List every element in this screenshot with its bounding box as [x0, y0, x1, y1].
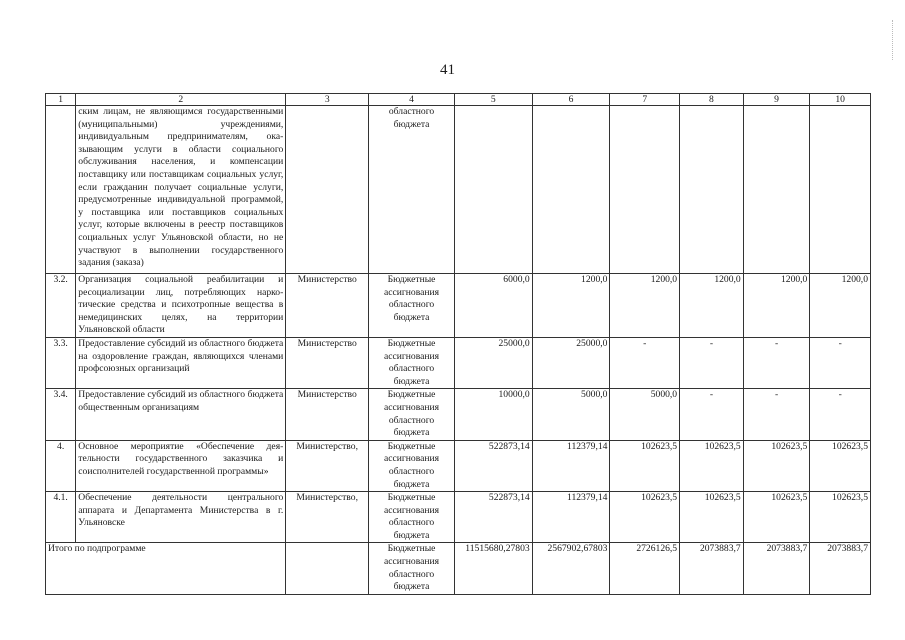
row-value	[743, 106, 810, 274]
total-label: Итого по подпрограмме	[46, 543, 286, 594]
column-header: 8	[680, 94, 744, 106]
total-value: 11515680,27803	[454, 543, 532, 594]
column-header: 2	[76, 94, 286, 106]
row-value: 5000,0	[532, 389, 610, 440]
row-funding-source: Бюджетные ассигнования областного бюджета	[369, 274, 455, 338]
row-value: 1200,0	[532, 274, 610, 338]
row-value	[810, 106, 871, 274]
total-value: 2073883,7	[810, 543, 871, 594]
row-value: 522873,14	[454, 492, 532, 543]
row-value: 102623,5	[610, 492, 680, 543]
row-funding-source: областного бюджета	[369, 106, 455, 274]
budget-table	[45, 93, 871, 595]
row-executor	[286, 106, 369, 274]
total-value: 2073883,7	[743, 543, 810, 594]
row-value: 25000,0	[532, 337, 610, 388]
scan-edge-marks	[892, 20, 895, 60]
row-executor: Министерство,	[286, 440, 369, 491]
row-description: Обеспечение деятельности центрального аппарата и Департамента Министерства в г. Ульяновске	[76, 492, 286, 543]
row-number	[46, 106, 76, 274]
column-header: 7	[610, 94, 680, 106]
total-funding-source: Бюджетные ассигнования областного бюджета	[369, 543, 455, 594]
total-value: 2073883,7	[680, 543, 744, 594]
row-value: 1200,0	[810, 274, 871, 338]
row-value: 112379,14	[532, 492, 610, 543]
column-header: 5	[454, 94, 532, 106]
row-value: -	[610, 337, 680, 388]
row-value	[454, 106, 532, 274]
row-funding-source: Бюджетные ассигнования областного бюджета	[369, 492, 455, 543]
row-number: 4.	[46, 440, 76, 491]
row-executor: Министерство	[286, 274, 369, 338]
row-value: -	[810, 337, 871, 388]
column-number-row	[46, 94, 871, 106]
row-value	[610, 106, 680, 274]
row-value	[680, 106, 744, 274]
row-value	[532, 106, 610, 274]
row-number: 3.4.	[46, 389, 76, 440]
row-value: -	[743, 337, 810, 388]
column-header: 3	[286, 94, 369, 106]
row-value: 1200,0	[743, 274, 810, 338]
column-header: 10	[810, 94, 871, 106]
row-description: ским лицам, не являющимся государственными (муниципальными) учреждениями, индивидуальным предпринимателям, оказывающим услуги в области социального обслуживания населения, и компенсации поставщику или поставщикам социальных услуг, если гражданин получает социальные услуги, предусмотренные индивидуальной программой, у поставщика или поставщиков социальных услуг, которые включены в реестр поставщиков социальных услуг Ульяновской области, но не участвуют в выполнении государственного задания (заказа)	[76, 106, 286, 274]
table-row	[46, 337, 871, 388]
table-row	[46, 274, 871, 338]
row-value: -	[680, 389, 744, 440]
row-value: 102623,5	[743, 492, 810, 543]
row-funding-source: Бюджетные ассигнования областного бюджета	[369, 440, 455, 491]
column-header: 6	[532, 94, 610, 106]
row-executor: Министерство	[286, 389, 369, 440]
row-value: -	[810, 389, 871, 440]
row-funding-source: Бюджетные ассигнования областного бюджета	[369, 337, 455, 388]
column-header: 9	[743, 94, 810, 106]
row-number: 3.2.	[46, 274, 76, 338]
total-row	[46, 543, 871, 594]
row-value: 102623,5	[743, 440, 810, 491]
row-value: 5000,0	[610, 389, 680, 440]
total-value: 2567902,67803	[532, 543, 610, 594]
row-funding-source: Бюджетные ассигнования областного бюджета	[369, 389, 455, 440]
row-value: 1200,0	[680, 274, 744, 338]
row-number: 4.1.	[46, 492, 76, 543]
row-value: 10000,0	[454, 389, 532, 440]
row-executor: Министерство,	[286, 492, 369, 543]
page-number: 41	[440, 62, 455, 78]
row-value: 102623,5	[680, 492, 744, 543]
row-executor: Министерство	[286, 337, 369, 388]
row-value: -	[743, 389, 810, 440]
row-value: 522873,14	[454, 440, 532, 491]
row-description: Организация социальной реабилитации и ресоциализации лиц, потребляющих наркотические средства и психотропные вещества в немедицинских целях, на территории Ульяновской области	[76, 274, 286, 338]
row-value: 25000,0	[454, 337, 532, 388]
table-row	[46, 106, 871, 274]
row-value: 102623,5	[810, 492, 871, 543]
row-value: 1200,0	[610, 274, 680, 338]
column-header: 1	[46, 94, 76, 106]
table-row	[46, 440, 871, 491]
row-value: 112379,14	[532, 440, 610, 491]
row-value: -	[680, 337, 744, 388]
total-executor	[286, 543, 369, 594]
column-header: 4	[369, 94, 455, 106]
row-description: Предоставление субсидий из областного бюджета на оздоровление граждан, являющихся членами профсоюзных организаций	[76, 337, 286, 388]
row-description: Предоставление субсидий из областного бюджета общественным организациям	[76, 389, 286, 440]
row-value: 102623,5	[810, 440, 871, 491]
row-description: Основное мероприятие «Обеспечение деятельности государственного заказчика и соисполнителей государственной программы»	[76, 440, 286, 491]
row-value: 6000,0	[454, 274, 532, 338]
row-number: 3.3.	[46, 337, 76, 388]
table-row	[46, 389, 871, 440]
total-value: 2726126,5	[610, 543, 680, 594]
row-value: 102623,5	[610, 440, 680, 491]
table-row	[46, 492, 871, 543]
row-value: 102623,5	[680, 440, 744, 491]
